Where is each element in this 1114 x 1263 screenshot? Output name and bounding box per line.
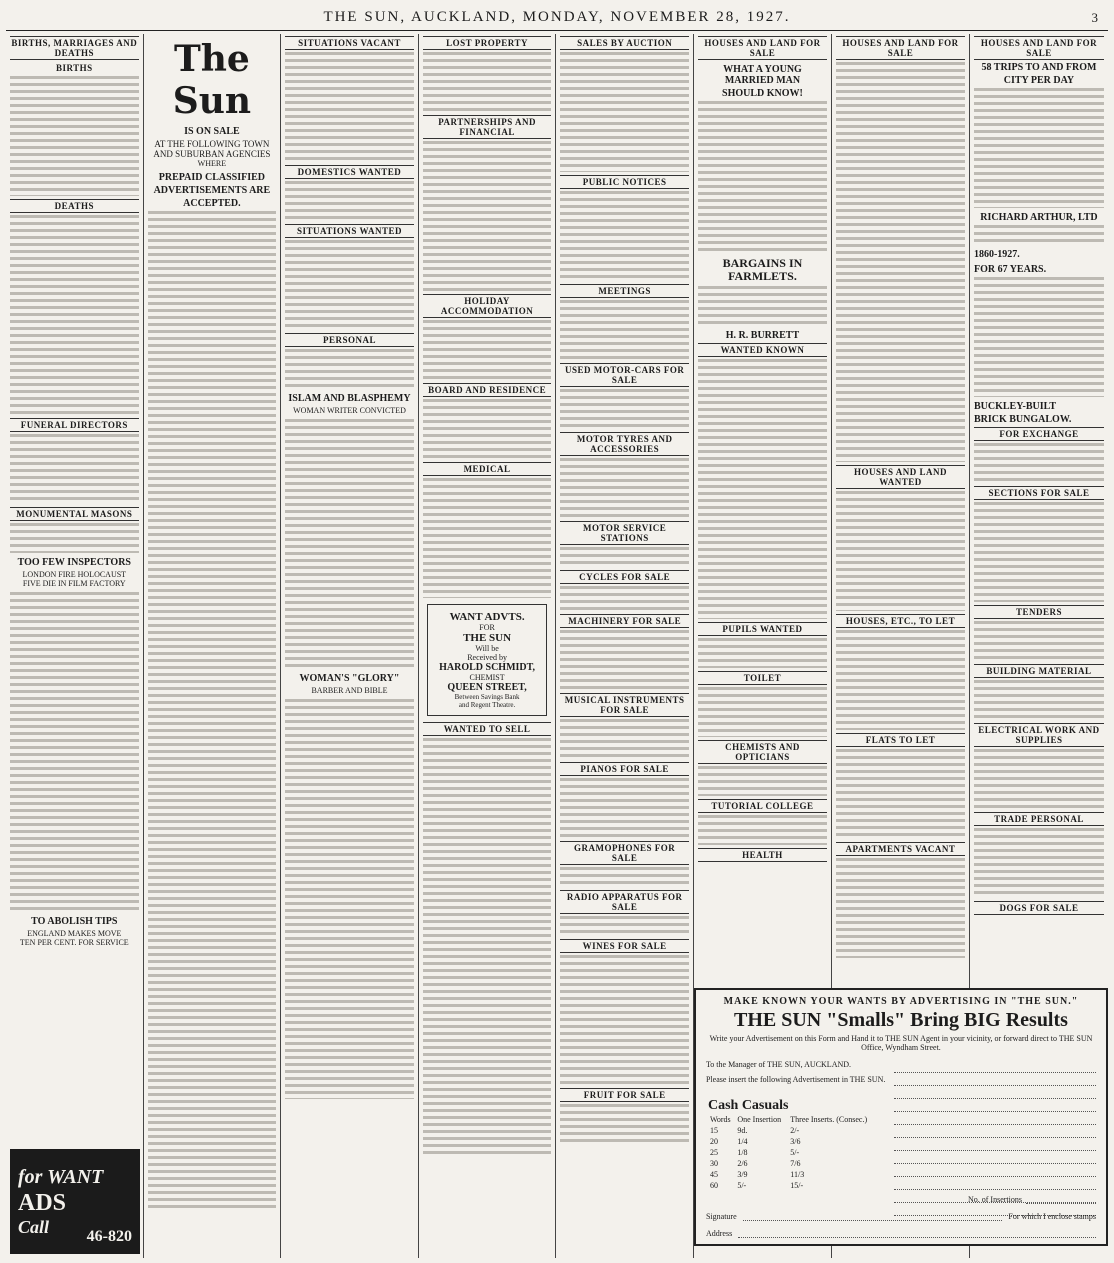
enclose-label: For which I enclose stamps: [1008, 1212, 1096, 1221]
insertions-label: No. of Insertions: [967, 1195, 1022, 1204]
rate-cell: 60: [709, 1181, 718, 1190]
section-heading: GRAMOPHONES FOR SALE: [560, 841, 689, 865]
box-line: THE SUN: [463, 632, 512, 644]
body-text: [285, 699, 414, 1099]
ad-phone: 46-820: [86, 1228, 132, 1245]
promo-line: AT THE FOLLOWING TOWN: [154, 139, 270, 149]
address-input[interactable]: [738, 1229, 1096, 1238]
promo-line: ADVERTISEMENTS ARE: [153, 185, 271, 196]
box-line: FOR: [479, 623, 495, 632]
section-heading: MONUMENTAL MASONS: [10, 507, 139, 521]
advert-line-input[interactable]: [894, 1112, 1096, 1125]
headline: ISLAM AND BLASPHEMY: [288, 393, 411, 404]
rate-cell: 1/8: [737, 1148, 748, 1157]
box-line: HAROLD SCHMIDT,: [439, 662, 536, 673]
box-line: Between Savings Bank: [454, 693, 520, 701]
section-heading: FUNERAL DIRECTORS: [10, 418, 139, 432]
advert-line-input[interactable]: [894, 1151, 1096, 1164]
box-line: Will be: [475, 644, 499, 653]
body-text: [423, 399, 552, 459]
section-heading: HOUSES AND LAND FOR SALE: [836, 36, 965, 60]
section-heading: MACHINERY FOR SALE: [560, 614, 689, 628]
rate-cell: 7/6: [790, 1159, 801, 1168]
subheadline: FIVE DIE IN FILM FACTORY: [22, 579, 126, 588]
body-text: [285, 349, 414, 389]
body-text: [10, 434, 139, 504]
body-text: [423, 478, 552, 598]
section-heading: HEALTH: [698, 848, 827, 862]
section-heading: LOST PROPERTY: [423, 36, 552, 50]
body-text: [974, 277, 1104, 397]
advert-text-lines[interactable]: [886, 1060, 1096, 1216]
section-heading: APARTMENTS VACANT: [836, 842, 965, 856]
advert-line-input[interactable]: [894, 1086, 1096, 1099]
masthead-title: THE SUN, AUCKLAND, MONDAY, NOVEMBER 28, 1927.: [323, 8, 791, 25]
subheadline: BARBER AND BIBLE: [311, 686, 388, 695]
headline: 1860-1927.: [973, 249, 1020, 260]
body-text: [560, 389, 689, 429]
masthead: [6, 4, 1108, 31]
section-heading: PIANOS FOR SALE: [560, 762, 689, 776]
section-heading: PUPILS WANTED: [698, 622, 827, 636]
box-line: and Regent Theatre.: [458, 701, 516, 709]
body-text: [10, 76, 139, 196]
rate-cell: 5/-: [737, 1181, 747, 1190]
rate-cell: 2/6: [737, 1159, 748, 1168]
rate-cell: 3/9: [737, 1170, 748, 1179]
promo-line: IS ON SALE: [184, 126, 240, 137]
section-heading: BIRTHS: [55, 63, 93, 73]
agency-list: [148, 211, 277, 1211]
rate-cell: 30: [709, 1159, 718, 1168]
section-heading: FOR EXCHANGE: [974, 427, 1104, 441]
body-text: [836, 62, 965, 462]
section-heading: HOLIDAY ACCOMMODATION: [423, 294, 552, 318]
body-text: [560, 547, 689, 567]
headline: WHAT A YOUNG MARRIED MAN: [723, 64, 802, 86]
section-heading: DOMESTICS WANTED: [285, 165, 414, 179]
section-heading: FRUIT FOR SALE: [560, 1088, 689, 1102]
rate-cell: 20: [709, 1137, 718, 1146]
body-text: [423, 141, 552, 291]
form-title: THE SUN "Smalls" Bring BIG Results: [734, 1009, 1068, 1031]
headline: BUCKLEY-BUILT: [973, 401, 1057, 412]
body-text: [560, 586, 689, 611]
body-text: [836, 749, 965, 839]
section-heading: RADIO APPARATUS FOR SALE: [560, 890, 689, 914]
promo-line: PREPAID CLASSIFIED: [158, 172, 265, 183]
section-heading: TENDERS: [974, 605, 1104, 619]
rate-cell: 5/-: [790, 1148, 800, 1157]
section-heading: MEETINGS: [560, 284, 689, 298]
section-heading: HOUSES AND LAND FOR SALE: [698, 36, 827, 60]
box-line: WANT ADVTS.: [449, 611, 525, 623]
section-heading: MOTOR TYRES AND ACCESSORIES: [560, 432, 689, 456]
box-line: Received by: [467, 653, 507, 662]
rates-title: Cash Casuals: [707, 1098, 789, 1113]
body-text: [974, 502, 1104, 602]
body-text: [10, 523, 139, 553]
section-heading: DEATHS: [10, 199, 139, 213]
section-heading: CYCLES FOR SALE: [560, 570, 689, 584]
headline: TO ABOLISH TIPS: [31, 916, 118, 927]
body-text: [974, 443, 1104, 483]
body-text: [10, 592, 139, 912]
section-heading: SITUATIONS WANTED: [285, 224, 414, 238]
form-instructions: Write your Advertisement on this Form and Hand it to THE SUN Agent in your vicinity, or forward direct to THE SUN Office, Wyndham Street.: [709, 1034, 1093, 1052]
body-text: [560, 52, 689, 172]
section-heading: HOUSES AND LAND WANTED: [836, 465, 965, 489]
section-heading: SECTIONS FOR SALE: [974, 486, 1104, 500]
rate-cell: 25: [709, 1148, 718, 1157]
box-line: QUEEN STREET,: [447, 682, 527, 693]
body-text: [560, 719, 689, 759]
headline: FOR 67 YEARS.: [973, 264, 1047, 275]
advert-line-input[interactable]: [894, 1073, 1096, 1086]
address-label: Address: [705, 1229, 733, 1238]
body-text: [10, 215, 139, 415]
signature-input[interactable]: [743, 1212, 1003, 1221]
section-heading: PERSONAL: [285, 333, 414, 347]
body-text: [698, 359, 827, 619]
rates-header: Words: [709, 1115, 731, 1124]
advert-line-input[interactable]: [894, 1125, 1096, 1138]
section-heading: FLATS TO LET: [836, 733, 965, 747]
advert-line-input[interactable]: [894, 1060, 1096, 1073]
rate-cell: 15/-: [790, 1181, 804, 1190]
section-heading: ELECTRICAL WORK AND SUPPLIES: [974, 723, 1104, 747]
page-number: 3: [1091, 10, 1100, 25]
body-text: [974, 680, 1104, 720]
body-text: [974, 828, 1104, 898]
want-ads-advert: [10, 1149, 140, 1254]
right-columns: [694, 34, 1108, 1258]
body-text: [285, 419, 414, 669]
section-heading: MUSICAL INSTRUMENTS FOR SALE: [560, 693, 689, 717]
form-recipient: To the Manager of THE SUN, AUCKLAND.: [705, 1060, 852, 1069]
body-text: [698, 766, 827, 796]
section-heading: MEDICAL: [423, 462, 552, 476]
rate-cell: 9d.: [737, 1126, 748, 1135]
want-advts-box: [427, 604, 548, 716]
subheadline: WOMAN WRITER CONVICTED: [293, 406, 406, 415]
headline: TOO FEW INSPECTORS: [17, 557, 131, 568]
body-text: [560, 458, 689, 518]
body-text: [560, 1104, 689, 1144]
body-text: [285, 181, 414, 221]
section-heading: BUILDING MATERIAL: [974, 664, 1104, 678]
smalls-order-form: [694, 988, 1108, 1246]
section-heading: USED MOTOR-CARS FOR SALE: [560, 363, 689, 387]
column-agencies: [144, 34, 282, 1258]
body-text: [698, 815, 827, 845]
rates-table: [708, 1114, 878, 1191]
signature-label: Signature: [705, 1212, 737, 1221]
subheadline: LONDON FIRE HOLOCAUST: [22, 570, 127, 579]
section-heading: BOARD AND RESIDENCE: [423, 383, 552, 397]
section-heading: PARTNERSHIPS AND FINANCIAL: [423, 115, 552, 139]
subheadline: ENGLAND MAKES MOVE: [27, 929, 122, 938]
ad-line: ADS: [18, 1189, 67, 1216]
body-text: [423, 52, 552, 112]
body-text: [423, 738, 552, 1158]
rate-cell: 2/-: [790, 1126, 800, 1135]
body-text: [560, 867, 689, 887]
section-heading: WINES FOR SALE: [560, 939, 689, 953]
advert-line-input[interactable]: [894, 1177, 1096, 1190]
section-heading: HOUSES, ETC., TO LET: [836, 614, 965, 628]
section-heading: HOUSES AND LAND FOR SALE: [974, 36, 1104, 60]
rate-cell: 15: [709, 1126, 718, 1135]
section-heading: WANTED KNOWN: [698, 343, 827, 357]
body-text: [698, 101, 827, 251]
body-text: [423, 320, 552, 380]
body-text: [698, 687, 827, 737]
column-lost-property: [419, 34, 557, 1258]
subheadline: TEN PER CENT. FOR SERVICE: [19, 938, 129, 947]
body-text: [974, 621, 1104, 661]
advert-line-input[interactable]: [894, 1138, 1096, 1151]
rate-cell: 3/6: [790, 1137, 801, 1146]
ad-line: for WANT: [18, 1165, 104, 1188]
promo-line: ACCEPTED.: [183, 198, 241, 209]
headline: SHOULD KNOW!: [722, 88, 803, 99]
section-heading: DOGS FOR SALE: [974, 901, 1104, 915]
section-heading: TUTORIAL COLLEGE: [698, 799, 827, 813]
body-text: [836, 491, 965, 611]
ad-line: Call: [18, 1216, 50, 1237]
section-heading: SALES BY AUCTION: [560, 36, 689, 50]
column-births-deaths: [6, 34, 144, 1258]
body-text: [836, 630, 965, 730]
rates-header: Three Inserts. (Consec.): [790, 1115, 868, 1124]
rate-cell: 45: [709, 1170, 718, 1179]
advert-line-input[interactable]: [894, 1164, 1096, 1177]
section-heading: TRADE PERSONAL: [974, 812, 1104, 826]
section-heading: PUBLIC NOTICES: [560, 175, 689, 189]
body-text: [698, 638, 827, 668]
rate-cell: 1/4: [737, 1137, 748, 1146]
body-text: [285, 240, 414, 330]
body-text: [285, 52, 414, 162]
body-text: [560, 191, 689, 281]
headline: 58 TRIPS TO AND FROM: [981, 62, 1097, 73]
section-heading: SITUATIONS VACANT: [285, 36, 414, 50]
body-text: [560, 955, 689, 1085]
advert-line-input[interactable]: [894, 1099, 1096, 1112]
headline: CITY PER DAY: [1003, 75, 1075, 86]
promo-line: WHERE: [197, 159, 227, 168]
body-text: [560, 630, 689, 690]
body-text: [836, 858, 965, 958]
section-heading: WANTED TO SELL: [423, 722, 552, 736]
headline: BRICK BUNGALOW.: [973, 414, 1072, 425]
body-text: [698, 286, 827, 326]
agent-name: H. R. BURRETT: [725, 330, 800, 341]
rate-cell: 11/3: [790, 1170, 805, 1179]
rates-header: One Insertion: [737, 1115, 782, 1124]
column-auctions: [556, 34, 694, 1258]
body-text: [560, 300, 689, 360]
section-heading: CHEMISTS AND OPTICIANS: [698, 740, 827, 764]
headline: WOMAN'S "GLORY": [299, 673, 400, 684]
body-text: [560, 778, 689, 838]
cash-casuals-rates: [708, 1098, 878, 1191]
body-text: [974, 225, 1104, 245]
agent-name: RICHARD ARTHUR, LTD: [980, 212, 1098, 223]
body-text: [974, 88, 1104, 208]
section-heading: BIRTHS, MARRIAGES AND DEATHS: [11, 38, 138, 58]
form-request: Please insert the following Advertisement in THE SUN.: [705, 1075, 886, 1084]
section-heading: TOILET: [698, 671, 827, 685]
body-text: [560, 916, 689, 936]
column-situations: [281, 34, 419, 1258]
sun-logo: The Sun: [172, 38, 252, 122]
headline: BARGAINS IN FARMLETS.: [722, 256, 803, 283]
box-line: CHEMIST: [469, 673, 505, 682]
section-heading: MOTOR SERVICE STATIONS: [560, 521, 689, 545]
form-banner: MAKE KNOWN YOUR WANTS BY ADVERTISING IN "THE SUN.": [723, 996, 1079, 1007]
promo-line: AND SUBURBAN AGENCIES: [153, 149, 271, 159]
insertions-input[interactable]: [1026, 1195, 1096, 1204]
body-text: [974, 749, 1104, 809]
